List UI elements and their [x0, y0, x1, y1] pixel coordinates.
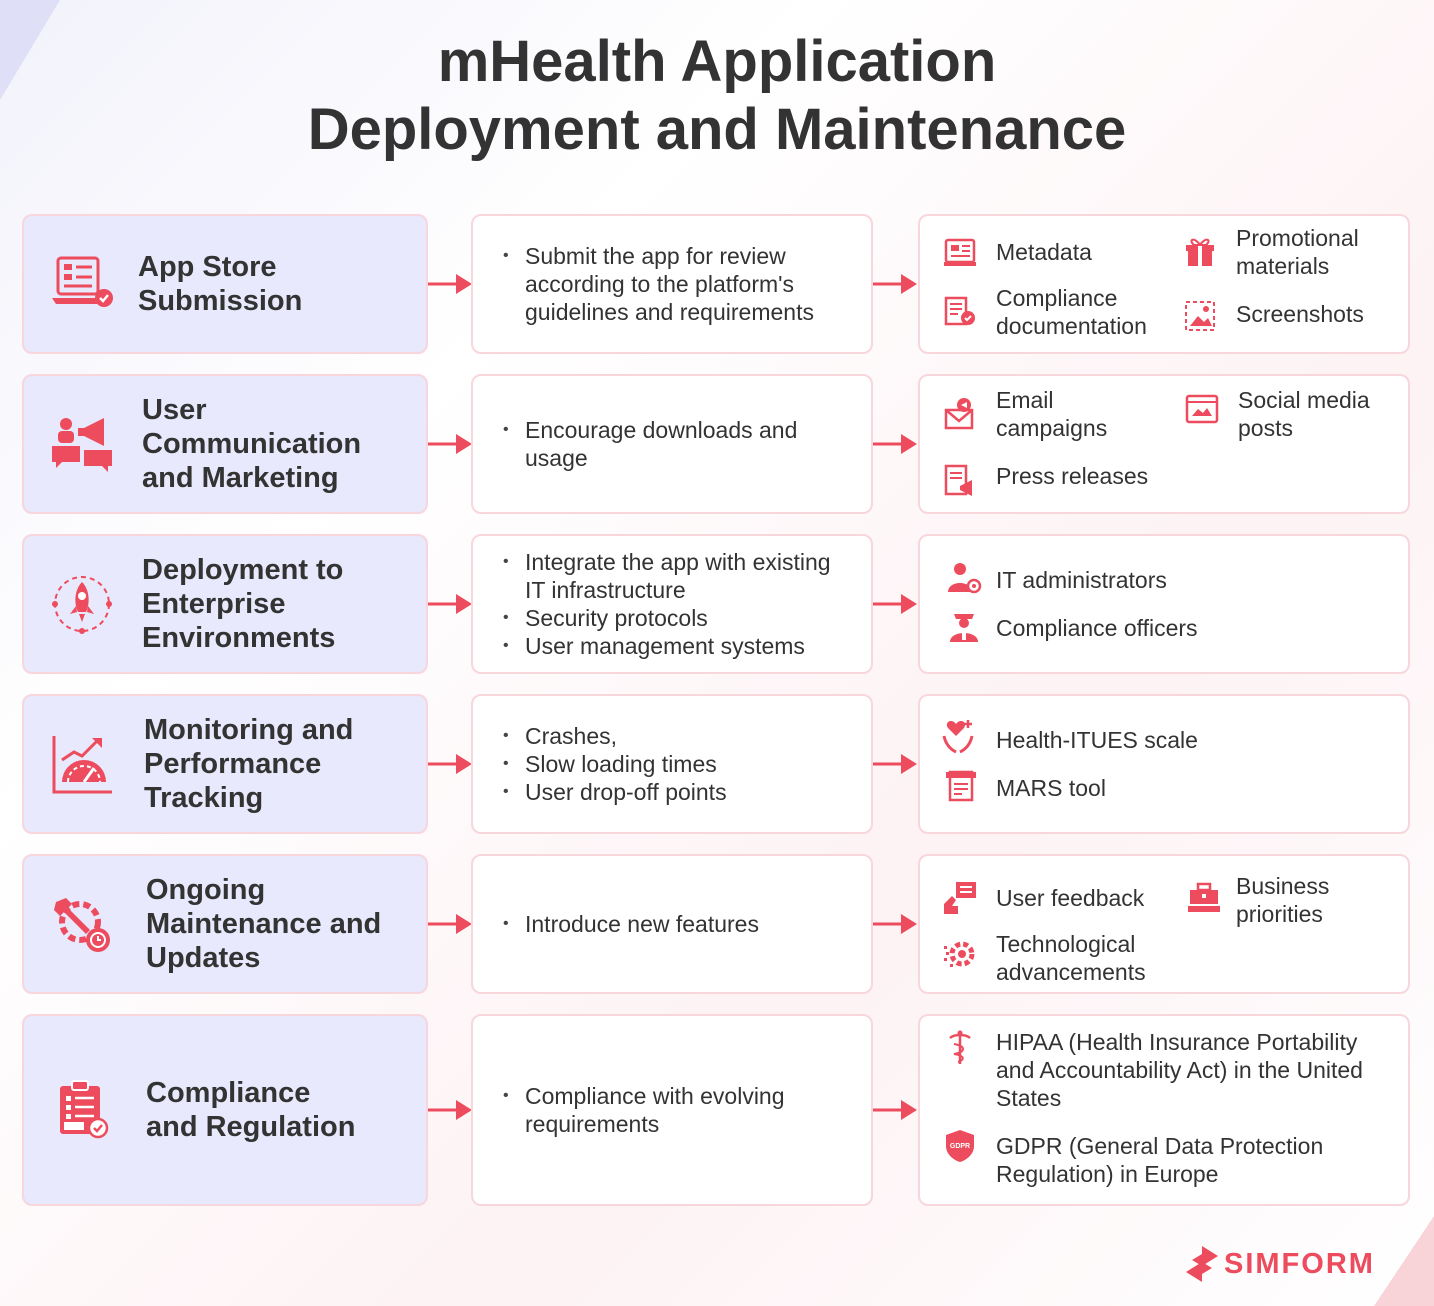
resource-label	[996, 238, 1092, 266]
action-list	[503, 1082, 855, 1138]
action-item: • Encourage downloads and	[503, 416, 855, 444]
resource-label	[996, 884, 1144, 912]
resource-label	[996, 284, 1147, 340]
action-text: guidelines and requirements	[525, 299, 814, 325]
gauge-chart-icon	[50, 732, 114, 796]
resource-label	[996, 774, 1106, 802]
wrench-gear-icon	[50, 892, 114, 956]
stage-title-line: and Marketing	[142, 462, 339, 494]
arrow-right-icon	[873, 592, 919, 616]
resource-label-line: States	[996, 1085, 1062, 1111]
action-list	[503, 548, 855, 660]
action-text: IT infrastructure	[525, 577, 686, 603]
action-item-continued	[503, 298, 855, 326]
action-list	[503, 242, 855, 326]
resource-label-line: Social media	[1238, 387, 1370, 413]
stage-row-monitoring	[0, 694, 1434, 834]
action-box	[471, 214, 873, 354]
action-box	[471, 694, 873, 834]
action-text: requirements	[525, 1111, 660, 1137]
resource-label-line: materials	[1236, 253, 1330, 279]
feedback-icon	[942, 880, 978, 916]
resource-label	[996, 726, 1198, 754]
tech-gear-icon	[942, 936, 978, 972]
resource-label	[996, 386, 1107, 442]
resource-label-line: Business	[1236, 873, 1330, 899]
stage-box	[22, 694, 428, 834]
arrow-right-icon	[428, 592, 474, 616]
resource-label-line: campaigns	[996, 415, 1108, 441]
title-line-2: Deployment and Maintenance	[307, 97, 1127, 162]
stage-title	[146, 1076, 355, 1144]
action-item-continued	[503, 270, 855, 298]
gift-icon	[1182, 234, 1218, 270]
stage-title	[146, 873, 381, 975]
action-item-continued	[503, 444, 855, 472]
resource-label	[996, 1028, 1363, 1112]
rocket-icon	[50, 572, 114, 636]
action-box	[471, 374, 873, 514]
resource-label-line: GDPR (General Data Protection	[996, 1133, 1324, 1159]
stage-title-line: Deployment to	[142, 554, 344, 586]
stage-title-line: Performance	[144, 748, 322, 780]
stage-title	[142, 393, 361, 495]
stage-title-line: Ongoing	[146, 874, 266, 906]
simform-logo-icon	[1182, 1244, 1222, 1284]
resource-label	[996, 614, 1198, 642]
simform-logo	[1182, 1244, 1382, 1284]
resource-label	[1238, 386, 1370, 442]
resource-label-line: Regulation) in Europe	[996, 1161, 1219, 1187]
action-item: • Introduce new features	[503, 910, 855, 938]
resource-label-line: advancements	[996, 959, 1146, 985]
laptop-checklist-icon	[50, 252, 114, 316]
action-item-continued	[503, 1110, 855, 1138]
action-box	[471, 1014, 873, 1206]
action-list	[503, 722, 855, 806]
social-post-icon	[1184, 392, 1220, 428]
clipboard-check-icon	[50, 1078, 114, 1142]
action-box	[471, 854, 873, 994]
resource-box	[918, 694, 1410, 834]
action-list	[503, 416, 855, 472]
action-item-continued	[503, 576, 855, 604]
officer-icon	[946, 608, 982, 644]
resource-label	[1236, 224, 1359, 280]
corner-decoration-bottom-right	[1374, 1216, 1434, 1306]
action-item: • Security protocols	[503, 604, 855, 632]
arrow-right-icon	[428, 1098, 474, 1122]
stage-row-deployment	[0, 534, 1434, 674]
stage-title-line: Maintenance and	[146, 908, 382, 940]
press-release-icon	[942, 464, 978, 500]
action-text: according to the platform's	[525, 271, 795, 297]
resource-label	[1236, 872, 1329, 928]
resource-label	[996, 1132, 1323, 1188]
action-item: • Compliance with evolving	[503, 1082, 855, 1110]
heart-hands-icon	[942, 718, 978, 754]
stage-box	[22, 854, 428, 994]
resource-label-line: priorities	[1236, 901, 1323, 927]
stage-title-line: Monitoring and	[144, 714, 354, 746]
action-item: • Integrate the app with existing	[503, 548, 855, 576]
resource-label-line: and Accountability Act) in the United	[996, 1057, 1363, 1083]
resource-box	[918, 854, 1410, 994]
stage-row-app-store	[0, 214, 1434, 354]
arrow-right-icon	[873, 432, 919, 456]
action-item: • Slow loading times	[503, 750, 855, 778]
stage-title-line: Communication	[142, 428, 362, 460]
resource-label-line: HIPAA (Health Insurance Portability	[996, 1029, 1358, 1055]
action-text: usage	[525, 445, 588, 471]
compliance-doc-icon	[942, 294, 978, 330]
arrow-right-icon	[428, 432, 474, 456]
title-line-1: mHealth Application	[437, 29, 997, 94]
resource-label-line: Compliance officers	[996, 615, 1198, 641]
document-tool-icon	[942, 768, 978, 804]
resource-label-line: Promotional	[1236, 225, 1359, 251]
email-icon	[942, 396, 978, 432]
action-item: • User drop-off points	[503, 778, 855, 806]
stage-title-line: User	[142, 394, 207, 426]
admin-icon	[946, 560, 982, 596]
stage-box	[22, 1014, 428, 1206]
resource-label-line: Compliance	[996, 285, 1118, 311]
action-item: • Submit the app for review	[503, 242, 855, 270]
arrow-right-icon	[873, 272, 919, 296]
resource-label-line: Health-ITUES scale	[996, 727, 1198, 753]
action-box	[471, 534, 873, 674]
arrow-right-icon	[873, 912, 919, 936]
stage-title	[144, 713, 353, 815]
stage-box	[22, 374, 428, 514]
resource-label-line: posts	[1238, 415, 1293, 441]
resource-label-line: User feedback	[996, 885, 1145, 911]
stage-title-line: Environments	[142, 622, 336, 654]
arrow-right-icon	[873, 1098, 919, 1122]
gdpr-shield-icon	[942, 1128, 978, 1164]
resource-label-line: Email	[996, 387, 1054, 413]
resource-label-line: Metadata	[996, 239, 1092, 265]
resource-label-line: Screenshots	[1236, 301, 1364, 327]
arrow-right-icon	[428, 912, 474, 936]
briefcase-icon	[1186, 880, 1222, 916]
stage-title-line: Submission	[138, 285, 303, 317]
stage-title-line: and Regulation	[146, 1111, 356, 1143]
stage-row-communication	[0, 374, 1434, 514]
resource-label	[996, 566, 1167, 594]
resource-label-line: Technological	[996, 931, 1136, 957]
resource-label-line: MARS tool	[996, 775, 1106, 801]
arrow-right-icon	[428, 752, 474, 776]
megaphone-chat-icon	[50, 412, 114, 476]
resource-label	[996, 462, 1148, 490]
action-item: • Crashes,	[503, 722, 855, 750]
resource-label-line: Press releases	[996, 463, 1149, 489]
resource-label	[1236, 300, 1364, 328]
arrow-right-icon	[873, 752, 919, 776]
stage-box	[22, 214, 428, 354]
stage-title-line: Enterprise	[142, 588, 286, 620]
resource-box	[918, 214, 1410, 354]
caduceus-icon	[942, 1030, 978, 1066]
arrow-right-icon	[428, 272, 474, 296]
action-item: • User management systems	[503, 632, 855, 660]
stage-title	[142, 553, 343, 655]
stage-box	[22, 534, 428, 674]
stage-title-line: App Store	[138, 251, 277, 283]
stage-title-line: Compliance	[146, 1077, 311, 1109]
resource-label-line: documentation	[996, 313, 1147, 339]
metadata-icon	[942, 234, 978, 270]
action-list	[503, 910, 855, 938]
stage-row-compliance	[0, 1014, 1434, 1206]
page-title	[0, 28, 1434, 164]
stage-title-line: Tracking	[144, 782, 264, 814]
resource-box	[918, 534, 1410, 674]
resource-label-line: IT administrators	[996, 567, 1167, 593]
resource-box	[918, 1014, 1410, 1206]
resource-label	[996, 930, 1146, 986]
stage-title-line: Updates	[146, 942, 261, 974]
stage-title	[138, 250, 302, 318]
screenshot-icon	[1182, 298, 1218, 334]
simform-logo-text: SIMFORM	[1224, 1248, 1375, 1280]
resource-box	[918, 374, 1410, 514]
gdpr-shield-lettering: GDPR	[949, 1143, 971, 1150]
stage-row-maintenance	[0, 854, 1434, 994]
